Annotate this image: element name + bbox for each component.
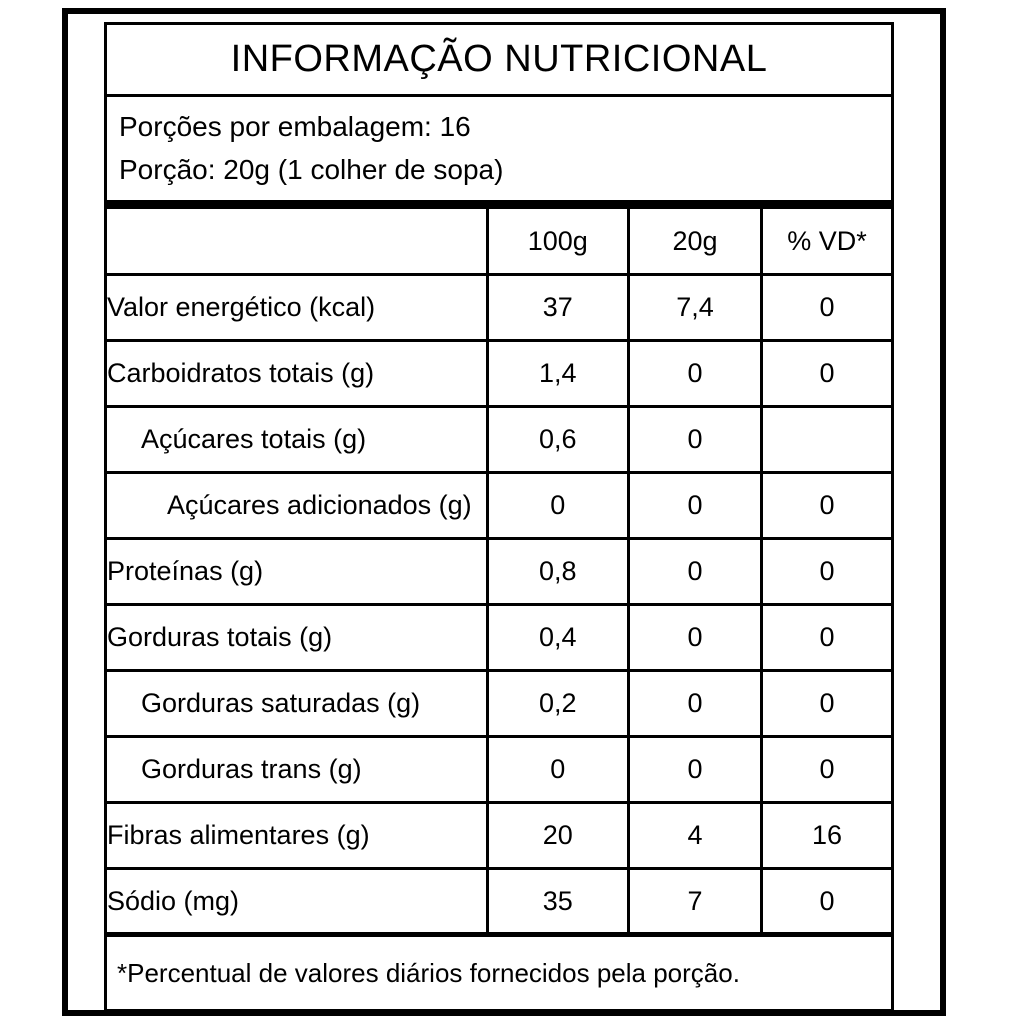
nutrient-value-daily-value: 0 [762,605,891,671]
table-row [107,341,891,407]
nutrient-value-100g: 1,4 [487,341,628,407]
nutrient-value-portion: 0 [628,737,761,803]
nutrient-value-portion: 0 [628,473,761,539]
nutrient-value-portion: 0 [628,341,761,407]
nutrient-name: Açúcares adicionados (g) [107,473,487,539]
nutrition-table [107,209,891,938]
table-row [107,737,891,803]
nutrient-name: Gorduras saturadas (g) [107,671,487,737]
nutrient-name: Açúcares totais (g) [107,407,487,473]
label-title-row [107,25,891,97]
table-row [107,803,891,869]
nutrition-label [104,22,894,1012]
nutrient-value-daily-value: 0 [762,539,891,605]
nutrient-value-100g: 0,2 [487,671,628,737]
nutrient-value-daily-value: 0 [762,671,891,737]
table-row [107,473,891,539]
nutrient-value-portion: 0 [628,407,761,473]
table-header-row [107,209,891,275]
nutrient-value-portion: 0 [628,671,761,737]
footnote: *Percentual de valores diários fornecidos pela porção. [117,957,740,988]
nutrient-value-portion: 7,4 [628,275,761,341]
nutrient-name: Carboidratos totais (g) [107,341,487,407]
nutrient-value-100g: 20 [487,803,628,869]
column-header-nutrient [107,209,487,275]
nutrient-value-100g: 0,6 [487,407,628,473]
nutrient-value-100g: 0,4 [487,605,628,671]
nutrient-value-daily-value [762,407,891,473]
nutrient-value-portion: 4 [628,803,761,869]
nutrient-name: Gorduras trans (g) [107,737,487,803]
table-row [107,869,891,935]
nutrient-value-100g: 0,8 [487,539,628,605]
nutrient-value-portion: 0 [628,539,761,605]
nutrient-name: Fibras alimentares (g) [107,803,487,869]
table-row [107,539,891,605]
nutrient-value-portion: 7 [628,869,761,935]
nutrient-value-portion: 0 [628,605,761,671]
nutrient-value-daily-value: 0 [762,737,891,803]
column-header-daily-value: % VD* [762,209,891,275]
nutrition-label-outer-frame [62,8,946,1016]
serving-size: Porção: 20g (1 colher de sopa) [119,154,504,186]
column-header-100g: 100g [487,209,628,275]
page-title: INFORMAÇÃO NUTRICIONAL [230,38,768,80]
serving-info-block [107,97,891,209]
nutrient-value-100g: 37 [487,275,628,341]
nutrient-name: Gorduras totais (g) [107,605,487,671]
nutrient-value-daily-value: 0 [762,341,891,407]
nutrient-value-daily-value: 0 [762,275,891,341]
table-row [107,605,891,671]
nutrient-value-daily-value: 16 [762,803,891,869]
nutrient-name: Valor energético (kcal) [107,275,487,341]
nutrient-value-100g: 35 [487,869,628,935]
nutrient-value-daily-value: 0 [762,869,891,935]
servings-per-package: Porções por embalagem: 16 [119,111,471,142]
nutrient-value-100g: 0 [487,737,628,803]
nutrient-name: Proteínas (g) [107,539,487,605]
nutrient-name: Sódio (mg) [107,869,487,935]
nutrient-value-100g: 0 [487,473,628,539]
table-row [107,275,891,341]
table-row [107,407,891,473]
nutrient-value-daily-value: 0 [762,473,891,539]
column-header-portion: 20g [628,209,761,275]
table-row [107,671,891,737]
